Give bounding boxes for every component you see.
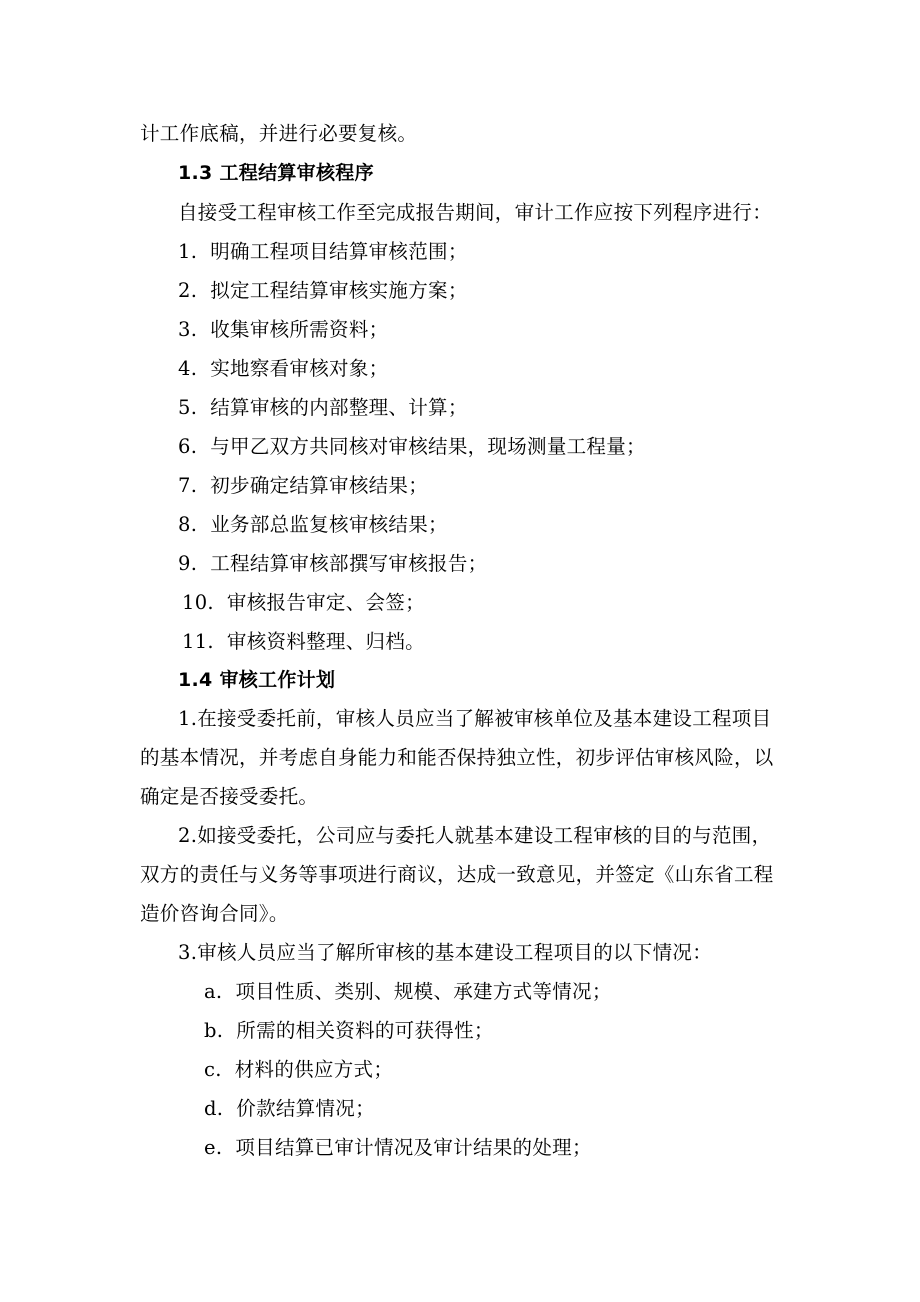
step-number: 5.: [178, 396, 198, 419]
step-number: 4.: [178, 357, 198, 380]
sub-item-label: d.: [204, 1097, 224, 1120]
step-item: [178, 278, 468, 304]
sub-item-text: 价款结算情况；: [236, 1097, 375, 1120]
step-item: [178, 551, 487, 577]
step-number: 8.: [178, 513, 198, 536]
step-text: 初步确定结算审核结果；: [210, 474, 429, 497]
sub-item-label: a.: [204, 980, 223, 1003]
step-item: [182, 590, 425, 616]
step-item: [178, 395, 468, 421]
sub-item-label: e.: [204, 1136, 223, 1159]
step-text: 拟定工程结算审核实施方案；: [210, 279, 468, 302]
step-text: 业务部总监复核审核结果；: [210, 513, 448, 536]
step-number: 7.: [178, 474, 198, 497]
step-number: 1.: [178, 240, 198, 263]
step-item: [178, 356, 388, 382]
para-1-line-3: 确定是否接受委托。: [140, 785, 319, 808]
sub-item: [204, 1135, 592, 1161]
sub-item: [204, 1018, 494, 1044]
sub-item: [204, 1057, 393, 1083]
step-number: 9.: [178, 552, 198, 575]
para-2-line-1: 2.如接受委托，公司应与委托人就基本建设工程审核的目的与范围，: [178, 824, 772, 847]
sub-item-label: c.: [204, 1058, 222, 1081]
sub-item-label: b.: [204, 1019, 224, 1042]
sub-item-text: 项目性质、类别、规模、承建方式等情况；: [235, 980, 612, 1003]
step-item: [178, 512, 448, 538]
step-item: [178, 434, 646, 460]
step-number: 6.: [178, 435, 198, 458]
step-item: [178, 239, 468, 265]
intro-line: 计工作底稿，并进行必要复核。: [140, 122, 418, 145]
section-1-3-title: 1.3 工程结算审核程序: [178, 162, 374, 184]
step-item: [178, 473, 428, 499]
para-3-line-1: 3.审核人员应当了解所审核的基本建设工程项目的以下情况：: [178, 941, 713, 964]
step-number: 3.: [178, 318, 198, 341]
section-1-3-intro: 自接受工程审核工作至完成报告期间，审计工作应按下列程序进行：: [178, 201, 773, 224]
step-number: 11.: [182, 630, 214, 653]
step-text: 收集审核所需资料；: [210, 318, 389, 341]
step-number: 2.: [178, 279, 198, 302]
step-item: [178, 317, 388, 343]
para-2-line-3: 造价咨询合同》。: [140, 902, 289, 925]
step-text: 审核报告审定、会签；: [226, 591, 425, 614]
sub-item: [204, 979, 612, 1005]
step-text: 明确工程项目结算审核范围；: [210, 240, 468, 263]
sub-item-text: 项目结算已审计情况及审计结果的处理；: [235, 1136, 592, 1159]
sub-item: [204, 1096, 375, 1122]
sub-item-text: 材料的供应方式；: [234, 1058, 394, 1081]
step-text: 工程结算审核部撰写审核报告；: [210, 552, 488, 575]
step-text: 结算审核的内部整理、计算；: [210, 396, 468, 419]
step-text: 与甲乙双方共同核对审核结果，现场测量工程量；: [210, 435, 646, 458]
step-number: 10.: [182, 591, 214, 614]
para-2-line-2: 双方的责任与义务等事项进行商议，达成一致意见，并签定《山东省工程: [140, 863, 774, 886]
step-text: 实地察看审核对象；: [210, 357, 389, 380]
step-item: [182, 629, 425, 655]
step-text: 审核资料整理、归档。: [226, 630, 425, 653]
para-1-line-2: 的基本情况，并考虑自身能力和能否保持独立性，初步评估审核风险，以: [140, 746, 774, 769]
sub-item-text: 所需的相关资料的可获得性；: [236, 1019, 494, 1042]
para-1-line-1: 1.在接受委托前，审核人员应当了解被审核单位及基本建设工程项目: [178, 707, 772, 730]
section-1-4-title: 1.4 审核工作计划: [178, 669, 336, 691]
